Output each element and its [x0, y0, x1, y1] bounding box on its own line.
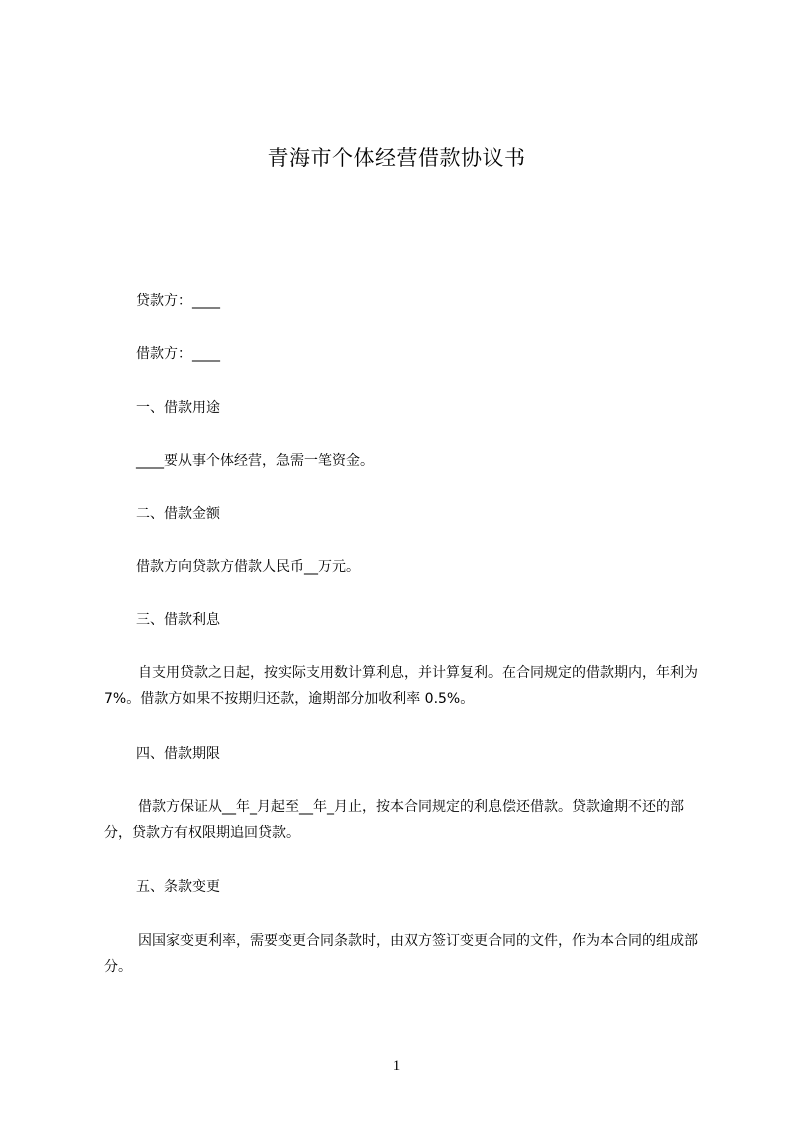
- lender-line: 贷款方：____: [136, 293, 220, 309]
- section-heading-interest: 三、借款利息: [136, 612, 220, 628]
- section-body-modification: 因国家变更利率，需要变更合同条款时，由双方签订变更合同的文件，作为本合同的组成部分。: [104, 933, 698, 975]
- section-body-term: 借款方保证从__年_月起至__年_月止，按本合同规定的利息偿还借款。贷款逾期不还的部分，贷款方有权限期追回贷款。: [104, 799, 684, 841]
- page-number: 1: [392, 1058, 401, 1074]
- document-title: 青海市个体经营借款协议书: [267, 146, 526, 170]
- section-body-amount: 借款方向贷款方借款人民币__万元。: [136, 559, 360, 575]
- section-heading-amount: 二、借款金额: [136, 506, 220, 522]
- borrower-line: 借款方：____: [136, 346, 220, 362]
- section-heading-purpose: 一、借款用途: [136, 400, 220, 416]
- section-body-purpose: ____要从事个体经营，急需一笔资金。: [136, 453, 374, 469]
- section-body-interest: 自支用贷款之日起，按实际支用数计算利息，并计算复利。在合同规定的借款期内，年利为 7%。借款方如果不按期归还款，逾期部分加收利率 0.5%。: [104, 665, 698, 707]
- section-heading-term: 四、借款期限: [136, 746, 220, 762]
- section-heading-modification: 五、条款变更: [136, 879, 220, 895]
